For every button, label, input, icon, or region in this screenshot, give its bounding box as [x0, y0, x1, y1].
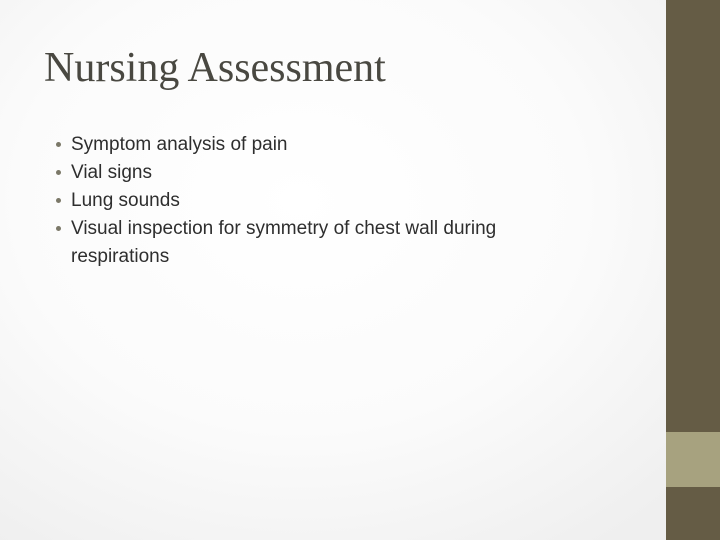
bullet-item	[48, 131, 588, 159]
bullet-dot-icon	[56, 226, 61, 231]
slide-title: Nursing Assessment	[44, 45, 386, 91]
bullet-text: Symptom analysis of pain	[71, 134, 288, 155]
bullet-item	[48, 159, 588, 187]
decorative-side-accent	[666, 432, 720, 487]
bullet-dot-icon	[56, 170, 61, 175]
bullet-text: Lung sounds	[71, 190, 180, 211]
bullet-item	[48, 215, 588, 271]
bullet-dot-icon	[56, 142, 61, 147]
bullet-list	[48, 131, 588, 271]
bullet-item	[48, 187, 588, 215]
bullet-dot-icon	[56, 198, 61, 203]
bullet-text: Visual inspection for symmetry of chest wall during respirations	[71, 218, 497, 267]
bullet-text: Vial signs	[71, 162, 152, 183]
